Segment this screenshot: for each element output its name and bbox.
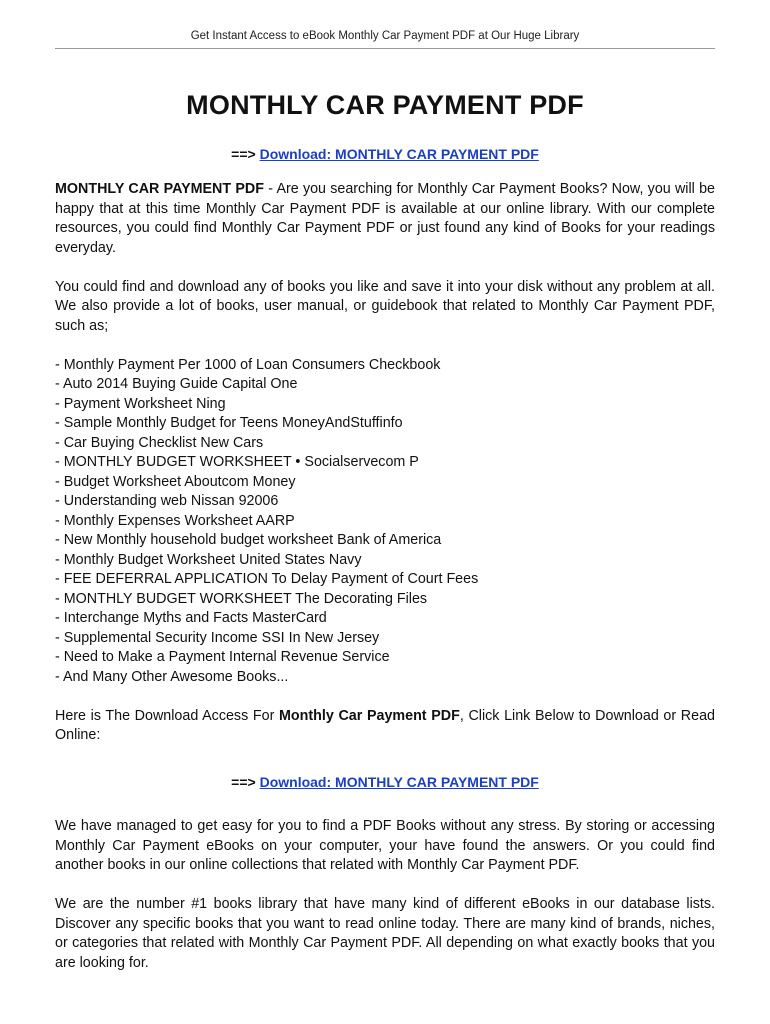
book-list-item: - Budget Worksheet Aboutcom Money: [55, 473, 296, 490]
managed-paragraph: We have managed to get easy for you to find a PDF Books without any stress. By storing or accessing Monthly Car Payment eBooks on your computer, your have found the answers. Or you could find another books in our online collections that related with Monthly Car Payment PDF.: [55, 818, 715, 873]
book-list-item: - New Monthly household budget worksheet Bank of America: [55, 532, 442, 548]
header-divider: [55, 48, 715, 49]
library-paragraph: We are the number #1 books library that have many kind of different eBooks in our database lists. Discover any specific books that you want to read online today. There are many kind of brands, niches, or categories that related with Monthly Car Payment PDF. All depending on what exactly books that you are looking for.: [55, 896, 715, 971]
book-list-item: - Monthly Expenses Worksheet AARP: [55, 512, 295, 529]
download-line-bottom: [55, 773, 715, 793]
book-list-item: - And Many Other Awesome Books...: [55, 668, 289, 685]
intro-text: - Are you searching for Monthly Car Payment Books? Now, you will be happy that at this time Monthly Car Payment PDF is available at our online library. With our complete resources, you could find Monthly Car Payment PDF or just found any kind of Books for your readings everyday.: [55, 181, 715, 256]
book-list-item: - Auto 2014 Buying Guide Capital One: [55, 376, 298, 392]
book-list: [55, 356, 715, 688]
page-header: Get Instant Access to eBook Monthly Car Payment PDF at Our Huge Library: [190, 30, 580, 42]
download-line-top: [55, 146, 715, 162]
download-arrow: ==>: [231, 773, 260, 790]
book-list-item: - Payment Worksheet Ning: [55, 395, 226, 412]
book-list-item: - Monthly Budget Worksheet United States Navy: [55, 551, 362, 568]
access-text-before: Here is The Download Access For: [55, 707, 279, 724]
book-list-item: - MONTHLY BUDGET WORKSHEET • Socialservecom P: [55, 454, 419, 470]
access-paragraph: [55, 707, 715, 746]
book-list-item: - Car Buying Checklist New Cars: [55, 434, 264, 451]
book-list-item: - Sample Monthly Budget for Teens MoneyAndStuffinfo: [55, 415, 403, 431]
resources-paragraph: You could find and download any of books you like and save it into your disk without any problem at all. We also provide a lot of books, user manual, or guidebook that related to Monthly Car Payment PDF, such as;: [55, 278, 715, 334]
document-body: [55, 180, 715, 973]
download-link-top[interactable]: Download: MONTHLY CAR PAYMENT PDF: [259, 146, 539, 162]
intro-paragraph: [55, 180, 715, 258]
book-list-item: - Monthly Payment Per 1000 of Loan Consumers Checkbook: [55, 356, 441, 373]
book-list-item: - Understanding web Nissan 92006: [55, 493, 279, 509]
download-link-bottom[interactable]: Download: MONTHLY CAR PAYMENT PDF: [259, 773, 539, 790]
access-bold-title: Monthly Car Payment PDF: [279, 707, 460, 724]
book-list-item: - FEE DEFERRAL APPLICATION To Delay Payment of Court Fees: [55, 571, 479, 587]
access-text-after: , Click Link Below to Download or Read Online:: [55, 707, 715, 743]
book-list-item: - Supplemental Security Income SSI In New Jersey: [55, 629, 380, 646]
download-arrow: ==>: [231, 146, 260, 162]
page-title: MONTHLY CAR PAYMENT PDF: [186, 90, 584, 120]
book-list-item: - Need to Make a Payment Internal Revenue Service: [55, 649, 390, 665]
book-list-item: - MONTHLY BUDGET WORKSHEET The Decorating Files: [55, 590, 428, 607]
book-list-item: - Interchange Myths and Facts MasterCard: [55, 610, 327, 626]
intro-bold-title: MONTHLY CAR PAYMENT PDF: [55, 181, 264, 197]
